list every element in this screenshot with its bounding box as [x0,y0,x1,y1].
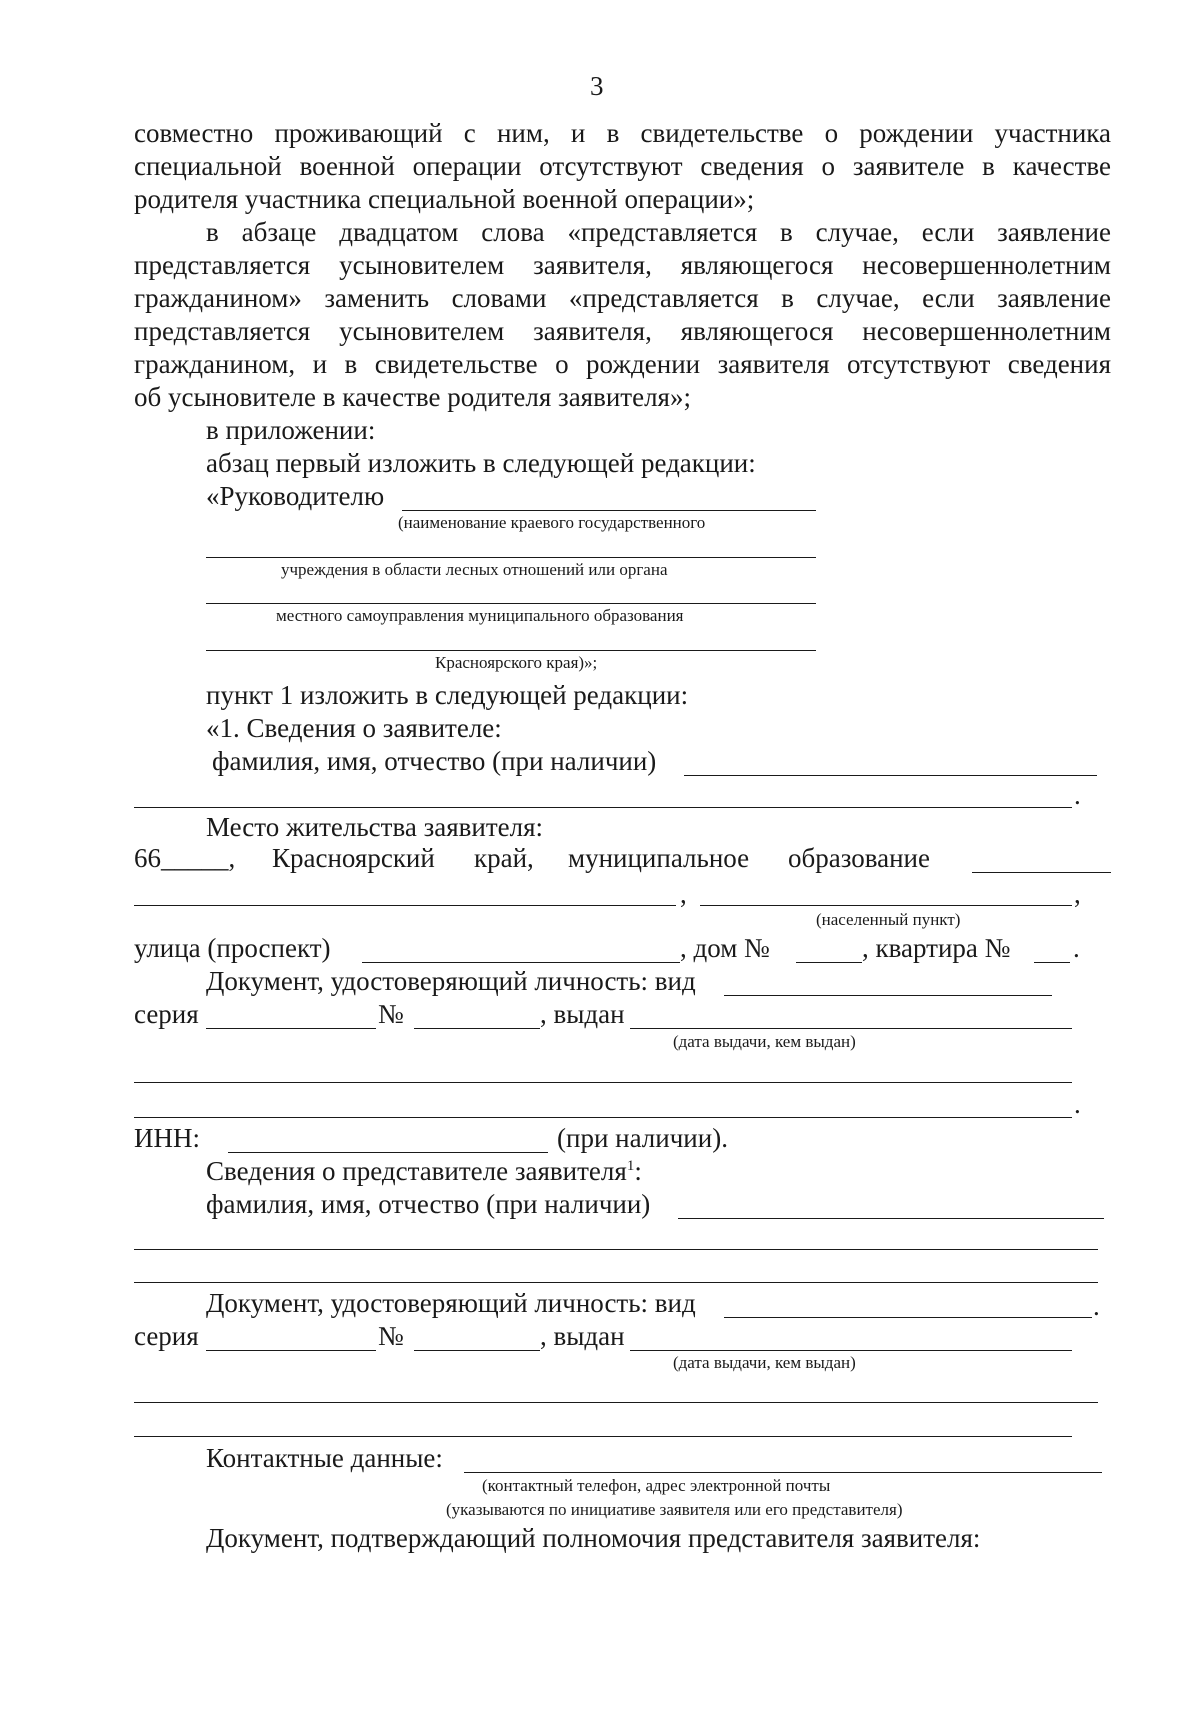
number-sign: № [378,1321,404,1351]
address-word: муниципальное [568,843,750,873]
text-line: представляется усыновителем заявителя, являющегося несовершеннолетним [134,316,1111,346]
text-line: родителя участника специальной военной операции»; [134,184,755,214]
house-label: , дом № [680,933,770,963]
period: . [1073,933,1080,963]
issued-field-continued[interactable] [134,1082,1072,1083]
rep-fio-field-continued[interactable] [134,1282,1098,1283]
apartment-label: , квартира № [862,933,1011,963]
issued-field-continued[interactable] [134,1117,1072,1118]
street-field[interactable] [362,962,680,963]
rep-info-label [206,1155,642,1187]
rep-id-doc-field[interactable] [724,1317,1092,1318]
rep-issued-field-continued[interactable] [134,1402,1098,1403]
addressee-label: «Руководителю [206,481,385,511]
footnote-mark[interactable]: 1 [626,1158,635,1174]
issued-label: , выдан [540,999,625,1029]
rep-issued-field[interactable] [630,1350,1072,1351]
blank-line [402,510,816,511]
address-word: Красноярский [272,843,435,873]
rep-issued-field-continued[interactable] [134,1436,1072,1437]
colon: : [634,1156,642,1186]
period: . [1093,1291,1100,1321]
field-hint: (наименование краевого государственного [398,513,706,532]
settlement-field[interactable] [700,905,1072,906]
field-hint: (дата выдачи, кем выдан) [673,1353,856,1372]
field-hint: Красноярского края)»; [435,653,598,672]
rep-number-field[interactable] [414,1350,540,1351]
number-field[interactable] [414,1028,540,1029]
id-doc-field[interactable] [724,995,1052,996]
authority-doc-label: Документ, подтверждающий полномочия представителя заявителя: [206,1523,981,1553]
text-line: об усыновителе в качестве родителя заявителя»; [134,382,691,412]
residence-label: Место жительства заявителя: [206,812,544,842]
text-line: абзац первый изложить в следующей редакции: [206,448,756,478]
street-label: улица (проспект) [134,933,331,963]
text-line: в приложении: [206,415,376,445]
inn-note: (при наличии). [557,1123,728,1153]
number-sign: № [378,999,404,1029]
text-line: пункт 1 изложить в следующей редакции: [206,680,689,710]
comma: , [680,879,687,909]
fio-label: фамилия, имя, отчество (при наличии) [212,746,657,776]
text-line: в абзаце двадцатом слова «представляется в случае, если заявление [206,217,1111,247]
period: . [1074,780,1081,810]
field-hint: (дата выдачи, кем выдан) [673,1032,856,1051]
field-hint: (населенный пункт) [816,910,961,929]
series-field[interactable] [206,1028,376,1029]
series-label: серия [134,999,199,1029]
field-hint: (контактный телефон, адрес электронной почты [482,1476,831,1495]
issued-label: , выдан [540,1321,625,1351]
text-line: совместно проживающий с ним, и в свидетельстве о рождении участника [134,118,1111,148]
section-heading: «1. Сведения о заявителе: [206,713,502,743]
contacts-field[interactable] [464,1472,1102,1473]
field-hint: местного самоуправления муниципального образования [276,606,684,625]
municipality-field[interactable] [972,872,1111,873]
inn-label: ИНН: [134,1123,200,1153]
comma: , [1074,879,1081,909]
text-line: представляется усыновителем заявителя, являющегося несовершеннолетним [134,250,1111,280]
rep-info-text: Сведения о представителе заявителя [206,1156,627,1186]
region-code: 66_____, [134,843,236,873]
rep-series-field[interactable] [206,1350,376,1351]
apartment-field[interactable] [1034,962,1070,963]
fio-field[interactable] [684,775,1097,776]
field-hint: учреждения в области лесных отношений или органа [281,560,668,579]
contacts-label: Контактные данные: [206,1443,443,1473]
house-field[interactable] [796,962,862,963]
fio-field-continued[interactable] [134,807,1072,808]
blank-line [206,603,816,604]
period: . [1074,1089,1081,1119]
rep-fio-field[interactable] [678,1218,1104,1219]
address-word: образование [788,843,930,873]
blank-line [206,557,816,558]
municipality-field-continued[interactable] [134,905,676,906]
id-doc-label: Документ, удостоверяющий личность: вид [206,966,696,996]
inn-field[interactable] [228,1152,548,1153]
rep-id-doc-label: Документ, удостоверяющий личность: вид [206,1288,696,1318]
rep-fio-label: фамилия, имя, отчество (при наличии) [206,1189,651,1219]
text-line: гражданином, и в свидетельстве о рождении заявителя отсутствуют сведения [134,349,1111,379]
page-number: 3 [590,71,604,101]
field-hint: (указываются по инициативе заявителя или его представителя) [446,1500,903,1519]
rep-fio-field-continued[interactable] [134,1249,1098,1250]
rep-series-label: серия [134,1321,199,1351]
address-word: край, [474,843,534,873]
text-line: гражданином» заменить словами «представляется в случае, если заявление [134,283,1111,313]
text-line: специальной военной операции отсутствуют сведения о заявителе в качестве [134,151,1111,181]
issued-field[interactable] [630,1028,1072,1029]
blank-line [206,650,816,651]
